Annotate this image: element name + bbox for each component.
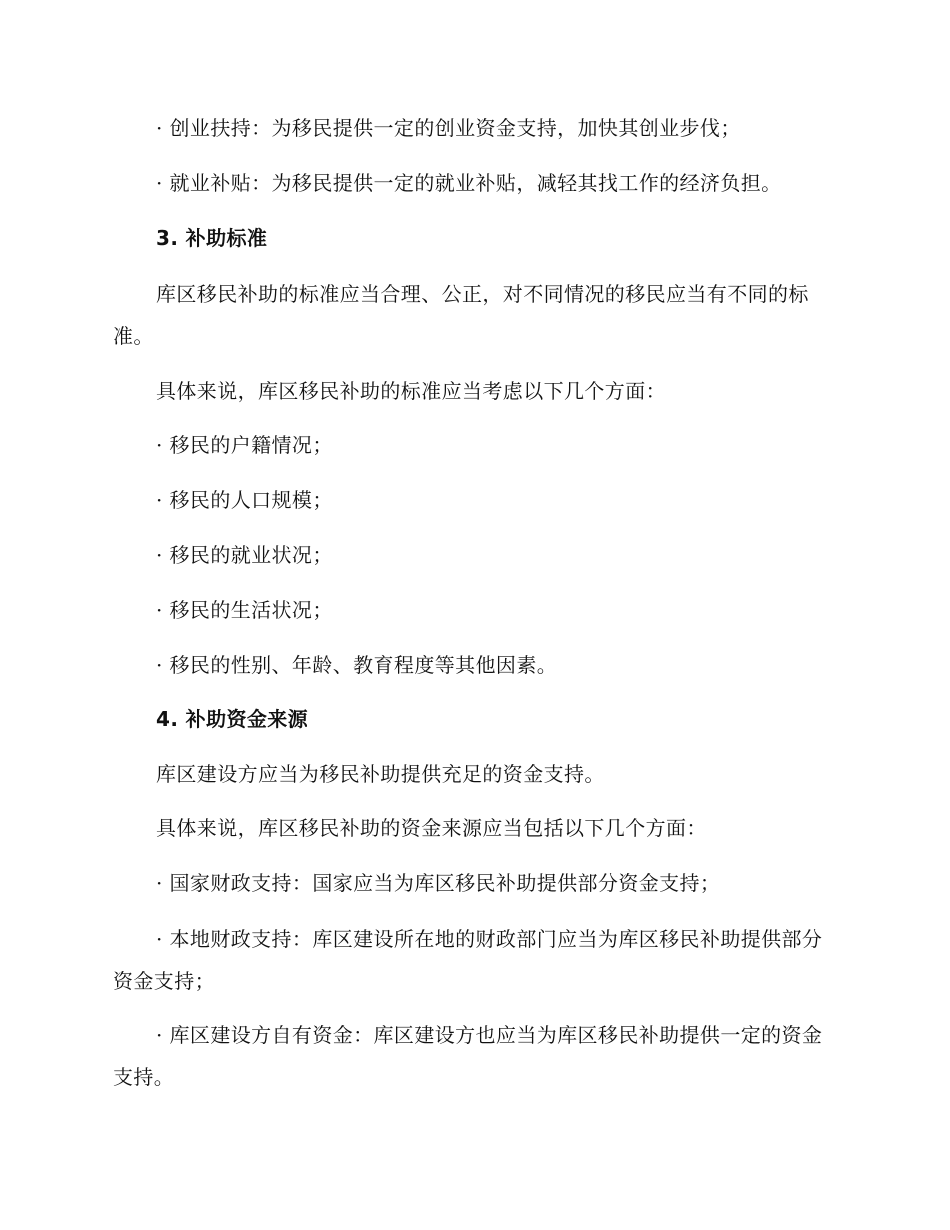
paragraph-funding-aspects: 具体来说，库区移民补助的资金来源应当包括以下几个方面： [156,816,707,840]
bullet-household-registration: · 移民的户籍情况； [156,433,333,457]
bullet-employment-status: · 移民的就业状况； [156,543,333,567]
bullet-other-factors: · 移民的性别、年龄、教育程度等其他因素。 [156,653,558,677]
bullet-own-funds: · 库区建设方自有资金：库区建设方也应当为库区移民补助提供一定的资金支持。 [113,1023,823,1089]
bullet-local-finance: · 本地财政支持：库区建设所在地的财政部门应当为库区移民补助提供部分资金支持； [113,927,823,993]
paragraph-standard-intro: 库区移民补助的标准应当合理、公正，对不同情况的移民应当有不同的标准。 [113,282,809,348]
paragraph-standard-aspects: 具体来说，库区移民补助的标准应当考虑以下几个方面： [156,379,666,403]
bullet-national-finance: · 国家财政支持：国家应当为库区移民补助提供部分资金支持； [156,871,721,895]
bullet-living-status: · 移民的生活状况； [156,598,333,622]
paragraph-funding-intro: 库区建设方应当为移民补助提供充足的资金支持。 [156,762,605,786]
section-heading-subsidy-standard: 3. 补助标准 [156,226,268,250]
bullet-population-size: · 移民的人口规模； [156,488,333,512]
section-heading-funding-source: 4. 补助资金来源 [156,707,309,731]
bullet-entrepreneurship-support: · 创业扶持：为移民提供一定的创业资金支持，加快其创业步伐； [156,116,741,140]
bullet-employment-subsidy: · 就业补贴：为移民提供一定的就业补贴，减轻其找工作的经济负担。 [156,171,782,195]
